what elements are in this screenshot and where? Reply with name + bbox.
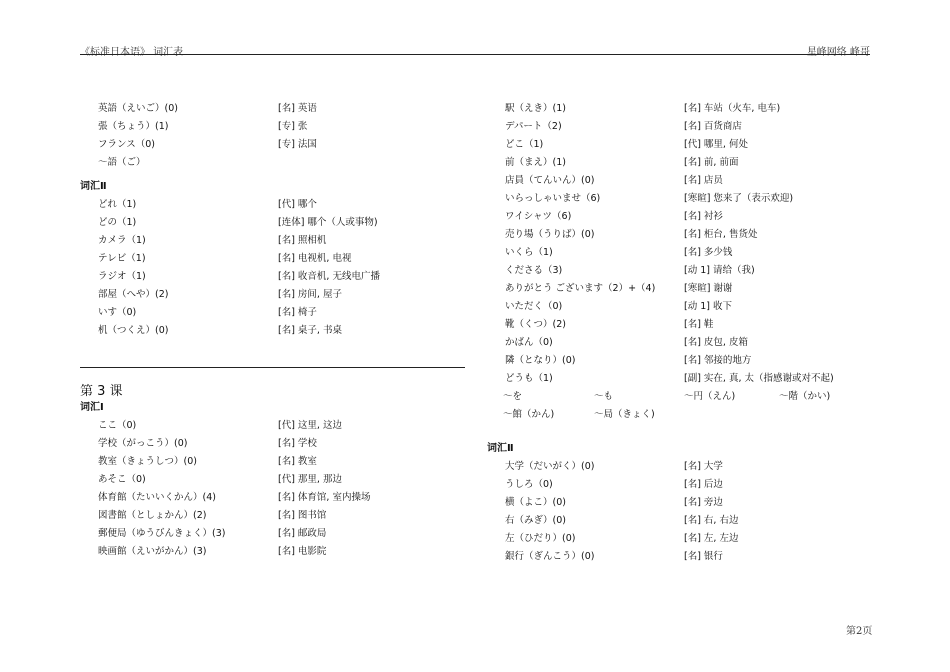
vocab-meaning: [名] 图书馆: [278, 510, 327, 521]
vocab-meaning: [名] 体育馆, 室内操场: [278, 492, 371, 503]
vocab-entry: [487, 262, 872, 280]
vocab-meaning: [动 1] 收下: [684, 301, 732, 312]
vocab-meaning: [名] 椅子: [278, 307, 317, 318]
vocab-entry: [80, 543, 465, 561]
suffix-word: ～を: [503, 391, 523, 402]
vocab-word: カメラ（1): [98, 235, 146, 246]
left-column: [80, 100, 465, 561]
vocab-meaning: [名] 邻接的地方: [684, 355, 752, 366]
vocab-entry: [487, 100, 872, 118]
section-title: 词汇Ⅱ: [487, 443, 514, 454]
vocab-meaning: [名] 邮政局: [278, 528, 327, 539]
vocab-entry: [487, 494, 872, 512]
vocab-word: ラジオ（1): [98, 271, 146, 282]
vocab-word: ここ（0): [98, 420, 137, 431]
vocab-word: 体育館（たいいくかん）(4): [98, 492, 216, 503]
vocab-word: 売り場（うりば）(0): [505, 229, 595, 240]
vocab-word: 英語（えいご）(0): [98, 103, 178, 114]
section-divider: [80, 367, 465, 368]
vocab-meaning: [名] 电视机, 电视: [278, 253, 352, 264]
vocab-entry: [80, 322, 465, 340]
vocab-meaning: [名] 皮包, 皮箱: [684, 337, 748, 348]
vocab-meaning: [名] 房间, 屋子: [278, 289, 342, 300]
vocab-meaning: [代] 哪个: [278, 199, 317, 210]
vocab-word: 部屋（へや）(2): [98, 289, 169, 300]
vocab-word: うしろ（0): [505, 479, 553, 490]
vocab-word: 店員（てんいん）(0): [505, 175, 595, 186]
vocab-list: [80, 100, 465, 172]
vocab-word: どこ（1): [505, 139, 544, 150]
vocab-entry: [487, 226, 872, 244]
vocab-entry: [80, 453, 465, 471]
vocab-meaning: [代] 那里, 那边: [278, 474, 342, 485]
vocab-entry: [487, 476, 872, 494]
vocab-entry: [487, 208, 872, 226]
suffix-word: ～館（かん): [503, 409, 555, 420]
vocab-entry: [487, 136, 872, 154]
suffix-word: ～円（えん): [684, 391, 736, 402]
vocab-meaning: [名] 后边: [684, 479, 723, 490]
vocab-entry: [80, 507, 465, 525]
vocab-entry: [80, 118, 465, 136]
vocab-entry: [487, 298, 872, 316]
vocab-word: いただく（0): [505, 301, 563, 312]
vocab-entry: [487, 530, 872, 548]
vocab-entry: [80, 250, 465, 268]
vocab-meaning: [寒暄] 谢谢: [684, 283, 733, 294]
vocab-meaning: [名] 电影院: [278, 546, 327, 557]
right-column: [487, 100, 872, 566]
vocab-word: くださる（3): [505, 265, 563, 276]
vocab-word: ワイシャツ（6): [505, 211, 572, 222]
vocab-entry: [80, 154, 465, 172]
vocab-word: 教室（きょうしつ）(0): [98, 456, 197, 467]
vocab-meaning: [名] 照相机: [278, 235, 327, 246]
vocab-word: どれ（1): [98, 199, 137, 210]
vocab-entry: [80, 525, 465, 543]
vocab-entry: [487, 352, 872, 370]
vocab-meaning: [名] 教室: [278, 456, 317, 467]
vocab-entry: [487, 512, 872, 530]
vocab-meaning: [名] 衬衫: [684, 211, 723, 222]
vocab-word: どうも（1): [505, 373, 553, 384]
suffix-word: ～階（かい): [779, 391, 831, 402]
vocab-word: 机（つくえ）(0): [98, 325, 169, 336]
vocab-meaning: [名] 桌子, 书桌: [278, 325, 342, 336]
vocab-entry: [487, 370, 872, 388]
vocab-list: [80, 417, 465, 561]
vocab-word: デパート（2): [505, 121, 562, 132]
vocab-meaning: [名] 大学: [684, 461, 723, 472]
vocab-word: いらっしゃいませ（6): [505, 193, 601, 204]
vocab-entry: [80, 435, 465, 453]
vocab-word: 横（よこ）(0): [505, 497, 566, 508]
vocab-meaning: [名] 旁边: [684, 497, 723, 508]
vocab-word: いくら（1): [505, 247, 553, 258]
vocab-meaning: [名] 车站（火车, 电车): [684, 103, 781, 114]
vocab-entry: [487, 118, 872, 136]
vocab-entry: [487, 334, 872, 352]
suffix-row: [487, 388, 872, 406]
vocab-list: [487, 100, 872, 388]
vocab-word: ありがとう ございます（2）+（4): [505, 283, 656, 294]
vocab-meaning: [连体] 哪个（人或事物): [278, 217, 378, 228]
vocab-entry: [80, 196, 465, 214]
vocab-entry: [80, 214, 465, 232]
suffix-row: [487, 406, 872, 424]
vocab-meaning: [代] 哪里, 何处: [684, 139, 748, 150]
vocab-word: いす（0): [98, 307, 137, 318]
vocab-entry: [80, 100, 465, 118]
vocab-word: 銀行（ぎんこう）(0): [505, 551, 595, 562]
vocab-word: ～語（ご）: [98, 157, 146, 168]
vocab-list: [487, 458, 872, 566]
vocab-entry: [487, 172, 872, 190]
vocab-entry: [80, 232, 465, 250]
vocab-entry: [80, 268, 465, 286]
vocab-meaning: [名] 店员: [684, 175, 723, 186]
vocab-entry: [487, 548, 872, 566]
vocab-entry: [80, 304, 465, 322]
vocab-meaning: [动 1] 请给（我): [684, 265, 755, 276]
vocab-entry: [487, 244, 872, 262]
suffix-word: ～局（きょく): [594, 409, 655, 420]
vocab-entry: [487, 190, 872, 208]
vocab-meaning: [名] 多少钱: [684, 247, 733, 258]
vocab-word: どの（1): [98, 217, 137, 228]
vocab-entry: [80, 471, 465, 489]
vocab-word: 靴（くつ）(2): [505, 319, 566, 330]
header-rule: [80, 54, 870, 55]
vocab-meaning: [名] 英语: [278, 103, 317, 114]
vocab-word: 学校（がっこう）(0): [98, 438, 188, 449]
vocab-entry: [80, 136, 465, 154]
vocab-meaning: [名] 右, 右边: [684, 515, 739, 526]
vocab-entry: [487, 458, 872, 476]
vocab-meaning: [名] 鞋: [684, 319, 714, 330]
vocab-entry: [80, 489, 465, 507]
section-title: 词汇Ⅰ: [80, 402, 104, 413]
vocab-word: 映画館（えいがかん）(3): [98, 546, 207, 557]
vocab-word: 郵便局（ゆうびんきょく）(3): [98, 528, 226, 539]
vocab-meaning: [代] 这里, 这边: [278, 420, 342, 431]
vocab-meaning: [专] 法国: [278, 139, 317, 150]
header-title: 《标准日本语》 词汇表: [80, 47, 184, 58]
vocab-word: フランス（0): [98, 139, 155, 150]
vocab-word: 駅（えき）(1): [505, 103, 566, 114]
vocab-meaning: [名] 左, 左边: [684, 533, 739, 544]
vocab-meaning: [名] 柜台, 售货处: [684, 229, 758, 240]
header-author: 星峰网络 峰哥: [806, 47, 870, 58]
vocab-word: あそこ（0): [98, 474, 146, 485]
vocab-word: 隣（となり）(0): [505, 355, 576, 366]
vocab-meaning: [专] 张: [278, 121, 308, 132]
vocab-word: 図書館（としょかん）(2): [98, 510, 207, 521]
vocab-list: [80, 196, 465, 340]
vocab-entry: [487, 316, 872, 334]
page-number: 第2页: [846, 626, 873, 637]
vocab-entry: [80, 286, 465, 304]
vocab-word: 張（ちょう）(1): [98, 121, 169, 132]
vocab-word: かばん（0): [505, 337, 553, 348]
section-title: 词汇Ⅱ: [80, 181, 107, 192]
vocab-word: 右（みぎ）(0): [505, 515, 566, 526]
vocab-entry: [487, 154, 872, 172]
vocab-meaning: [名] 前, 前面: [684, 157, 739, 168]
vocab-meaning: [名] 学校: [278, 438, 317, 449]
vocab-meaning: [副] 实在, 真, 太（指感谢或对不起): [684, 373, 834, 384]
suffix-word: ～も: [594, 391, 614, 402]
vocab-word: 大学（だいがく）(0): [505, 461, 595, 472]
vocab-word: 左（ひだり）(0): [505, 533, 576, 544]
vocab-meaning: [名] 百货商店: [684, 121, 742, 132]
vocab-entry: [80, 417, 465, 435]
vocab-meaning: [名] 收音机, 无线电广播: [278, 271, 380, 282]
vocab-meaning: [名] 银行: [684, 551, 723, 562]
lesson-title: 第 3 课: [80, 384, 123, 399]
vocab-entry: [487, 280, 872, 298]
vocab-word: 前（まえ）(1): [505, 157, 566, 168]
vocab-meaning: [寒暄] 您来了（表示欢迎): [684, 193, 794, 204]
vocab-word: テレビ（1): [98, 253, 146, 264]
